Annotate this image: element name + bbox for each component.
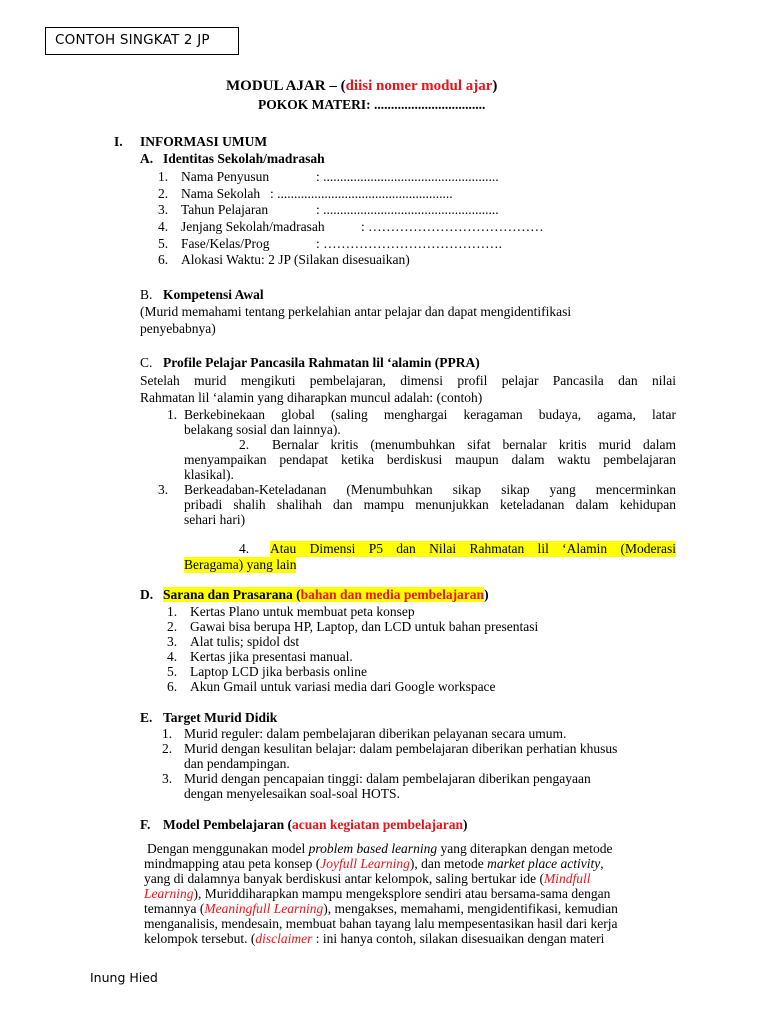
list-item-text: pribadi shalih shalihah dan mampu menunjukkan keteladanan dalam kehidupan xyxy=(184,497,676,512)
highlighted-text: Beragama) yang lain xyxy=(184,557,297,572)
list-item-number: 3. xyxy=(162,771,173,786)
list-item-text: Bernalar kritis (menumbuhkan sifat bernalar kritis murid dalam xyxy=(272,437,676,452)
list-item-text: Kertas Plano untuk membuat peta konsep xyxy=(190,604,415,619)
field-label: Nama Penyusun xyxy=(181,169,270,184)
paragraph-line: (Murid memahami tentang perkelahian antar pelajar dan dapat mengidentifikasi xyxy=(140,304,572,319)
paragraph-line: kelompok tersebut. (disclaimer : ini hanya contoh, silakan disesuaikan dengan materi xyxy=(144,931,605,946)
list-item: 1. xyxy=(158,169,169,184)
list-item-text: sehari hari) xyxy=(184,512,246,527)
subsection-a-letter: A. xyxy=(140,151,154,166)
paragraph-line: Setelah murid mengikuti pembelajaran, dimensi profil pelajar Pancasila dan nilai xyxy=(140,373,676,388)
list-item: 5. xyxy=(158,236,169,251)
list-item: 4. xyxy=(158,219,169,234)
list-item-text: Murid dengan pencapaian tinggi: dalam pembelajaran diberikan pengayaan xyxy=(184,771,591,786)
paragraph-line: mindmapping atau peta konsep (Joyfull Learning), dan metode market place activity, xyxy=(144,856,604,871)
subsection-d-title: Sarana dan Prasarana (bahan dan media pembelajaran) xyxy=(163,587,489,602)
subsection-b-title: Kompetensi Awal xyxy=(163,287,264,302)
list-item-text: dan pendampingan. xyxy=(184,756,290,771)
paragraph-line: yang di dalamnya banyak berdiskusi antar kelompok, saling bertukar ide (Mindfull xyxy=(144,871,591,886)
list-item: 3. xyxy=(158,202,169,217)
list-item-text: Gawai bisa berupa HP, Laptop, dan LCD untuk bahan presentasi xyxy=(190,619,539,634)
subsection-b-letter: B. xyxy=(140,287,153,302)
title-suffix: ) xyxy=(492,78,498,94)
subsection-f-title: Model Pembelajaran (acuan kegiatan pembelajaran) xyxy=(163,817,468,832)
field-value: : .................................................... xyxy=(316,169,499,184)
section-title: INFORMASI UMUM xyxy=(140,134,268,149)
list-item-text: menyampaikan pendapat ketika berdiskusi maupun dalam waktu pembelajaran xyxy=(184,452,676,467)
label-box-text: CONTOH SINGKAT 2 JP xyxy=(55,32,210,48)
list-item-number: 1. xyxy=(162,726,173,741)
highlighted-text: Atau Dimensi P5 dan Nilai Rahmatan lil ‘Alamin (Moderasi xyxy=(270,541,676,556)
field-label: Jenjang Sekolah/madrasah xyxy=(181,219,325,234)
list-item-number: 1. xyxy=(167,604,178,619)
list-item-text: Murid reguler: dalam pembelajaran diberikan pelayanan secara umum. xyxy=(184,726,567,741)
field-label: Fase/Kelas/Prog xyxy=(181,236,270,251)
list-item-text: klasikal). xyxy=(184,467,234,482)
subsection-c-title: Profile Pelajar Pancasila Rahmatan lil ‘alamin (PPRA) xyxy=(163,355,480,370)
list-item-text: Berkeadaban-Keteladanan (Menumbuhkan sikap sikap yang mencerminkan xyxy=(184,482,676,497)
field-value: : 2 JP (Silakan disesuaikan) xyxy=(261,252,410,267)
list-item-text: Berkebinekaan global (saling menghargai keragaman budaya, agama, latar xyxy=(184,407,676,422)
section-number: I. xyxy=(114,134,123,149)
list-item-number: 3. xyxy=(158,482,169,497)
field-value: : .................................................... xyxy=(316,202,499,217)
title-red: diisi nomer modul ajar xyxy=(345,78,493,94)
field-value: : .................................................... xyxy=(270,186,453,201)
list-item-text: Murid dengan kesulitan belajar: dalam pembelajaran diberikan perhatian khusus xyxy=(184,741,618,756)
subsection-f-letter: F. xyxy=(140,817,151,832)
label-box xyxy=(45,27,239,55)
list-item-number: 6. xyxy=(167,679,178,694)
subsection-c-letter: C. xyxy=(140,355,153,370)
subsection-e-title: Target Murid Didik xyxy=(163,710,278,725)
paragraph-line: Rahmatan lil ‘alamin yang diharapkan muncul adalah: (contoh) xyxy=(140,390,483,405)
list-item-text: belakang sosial dan lainnya). xyxy=(184,422,341,437)
field-label: Tahun Pelajaran xyxy=(181,202,269,217)
list-item-text: Akun Gmail untuk variasi media dari Google workspace xyxy=(190,679,496,694)
subsection-e-letter: E. xyxy=(140,710,153,725)
list-item-number: 2. xyxy=(162,741,173,756)
subsection-d-letter: D. xyxy=(140,587,154,602)
paragraph-line: menganalisis, mendesain, membuat bahan tayang lalu mempesentasikan hasil dari kerja xyxy=(144,916,618,931)
list-item: 6. xyxy=(158,252,169,267)
paragraph-line: temannya (Meaningfull Learning), mengakses, memahami, mengidentifikasi, kemudian xyxy=(144,901,618,916)
paragraph-line: Learning), Muriddiharapkan mampu mengeksplore sendiri atau bersama-sama dengan xyxy=(144,886,611,901)
field-label: Nama Sekolah xyxy=(181,186,261,201)
paragraph-line: penyebabnya) xyxy=(140,321,216,336)
list-item-number: 4. xyxy=(239,541,250,556)
list-item-text: Laptop LCD jika berbasis online xyxy=(190,664,367,679)
list-item-number: 3. xyxy=(167,634,178,649)
list-item: 2. xyxy=(158,186,169,201)
field-label: Alokasi Waktu xyxy=(181,252,262,267)
list-item-text: Kertas jika presentasi manual. xyxy=(190,649,353,664)
list-item-number: 2. xyxy=(167,619,178,634)
list-item-number: 5. xyxy=(167,664,178,679)
paragraph-line: Dengan menggunakan model problem based learning yang diterapkan dengan metode xyxy=(147,841,613,856)
subsection-a-title: Identitas Sekolah/madrasah xyxy=(163,151,325,166)
list-item-text: Alat tulis; spidol dst xyxy=(190,634,300,649)
list-item-number: 2. xyxy=(239,437,250,452)
list-item-number: 1. xyxy=(167,407,178,422)
title-prefix: MODUL AJAR – ( xyxy=(226,78,346,94)
list-item-text: dengan menyelesaikan soal-soal HOTS. xyxy=(184,786,400,801)
field-value: : …………………………………. xyxy=(316,236,503,251)
field-value: : ………………………………… xyxy=(361,219,544,234)
list-item-number: 4. xyxy=(167,649,178,664)
page-subtitle: POKOK MATERI: ................................. xyxy=(258,97,486,112)
footer-author: Inung Hied xyxy=(90,970,158,985)
page-title xyxy=(226,78,497,95)
